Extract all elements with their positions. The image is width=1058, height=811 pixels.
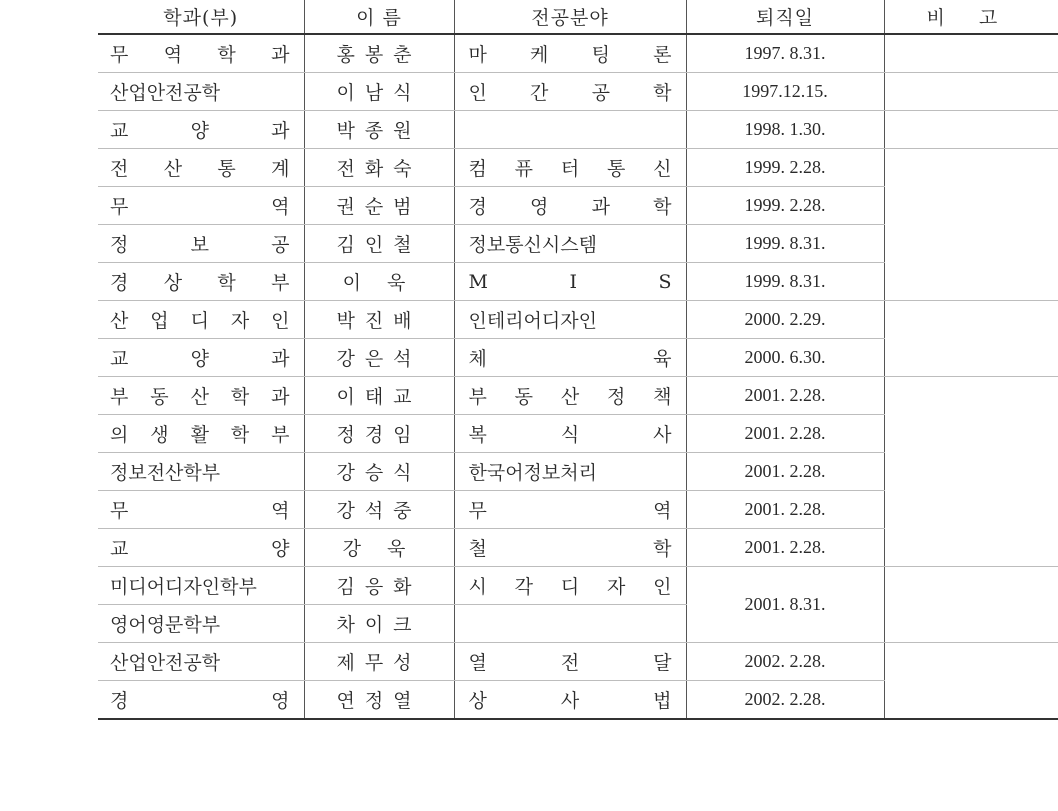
table-row: [98, 377, 1058, 415]
cell-note: [884, 111, 1058, 149]
cell-department: 무 역: [98, 491, 304, 529]
header-note: 비 고: [884, 0, 1058, 34]
table-row: [98, 415, 1058, 453]
cell-department: 영어영문학부: [98, 605, 304, 643]
cell-department: 의 생 활 학 부: [98, 415, 304, 453]
table-row: [98, 34, 1058, 73]
cell-note: [884, 263, 1058, 301]
table-row: [98, 605, 1058, 643]
cell-department: 전 산 통 계: [98, 149, 304, 187]
cell-name: 이 욱: [304, 263, 454, 301]
cell-name: 박진배: [304, 301, 454, 339]
cell-retire-date: 1999. 2.28.: [686, 149, 884, 187]
cell-department: 산업안전공학: [98, 73, 304, 111]
cell-note: [884, 73, 1058, 111]
cell-field: 복 식 사: [454, 415, 686, 453]
cell-name: 이남식: [304, 73, 454, 111]
cell-department: 교 양 과: [98, 339, 304, 377]
cell-retire-date: 2001. 8.31.: [686, 567, 884, 643]
cell-name: 차이크: [304, 605, 454, 643]
cell-field: 체 육: [454, 339, 686, 377]
cell-name: 연정열: [304, 681, 454, 720]
cell-name: 정경임: [304, 415, 454, 453]
table-row: [98, 111, 1058, 149]
cell-retire-date: 1998. 1.30.: [686, 111, 884, 149]
cell-retire-date: 2001. 2.28.: [686, 491, 884, 529]
faculty-retirement-table: [98, 0, 1058, 720]
cell-retire-date: 2001. 2.28.: [686, 453, 884, 491]
cell-retire-date: 2002. 2.28.: [686, 643, 884, 681]
cell-note: [884, 225, 1058, 263]
cell-note: [884, 339, 1058, 377]
cell-field: 무 역: [454, 491, 686, 529]
cell-field: 컴 퓨 터 통 신: [454, 149, 686, 187]
cell-note: [884, 149, 1058, 187]
cell-name: 김응화: [304, 567, 454, 605]
cell-department: 교 양 과: [98, 111, 304, 149]
cell-department: 미디어디자인학부: [98, 567, 304, 605]
cell-department: 산업안전공학: [98, 643, 304, 681]
header-name: 이 름: [304, 0, 454, 34]
cell-department: 무 역: [98, 187, 304, 225]
table-header-row: [98, 0, 1058, 34]
cell-department: 정 보 공: [98, 225, 304, 263]
table-row: [98, 529, 1058, 567]
cell-department: 산 업 디 자 인: [98, 301, 304, 339]
table-row: [98, 339, 1058, 377]
cell-field: M I S: [454, 263, 686, 301]
cell-note: [884, 415, 1058, 453]
table-row: [98, 301, 1058, 339]
cell-note: [884, 491, 1058, 529]
cell-department: 무 역 학 과: [98, 34, 304, 73]
table-row: [98, 643, 1058, 681]
cell-note: [884, 301, 1058, 339]
cell-note: [884, 681, 1058, 720]
table-row: [98, 681, 1058, 720]
table-row: [98, 263, 1058, 301]
table-row: [98, 491, 1058, 529]
cell-retire-date: 2001. 2.28.: [686, 377, 884, 415]
cell-retire-date: 1999. 2.28.: [686, 187, 884, 225]
table-row: [98, 225, 1058, 263]
cell-field: 경 영 과 학: [454, 187, 686, 225]
cell-field: 시 각 디 자 인: [454, 567, 686, 605]
cell-retire-date: 1999. 8.31.: [686, 225, 884, 263]
cell-name: 박종원: [304, 111, 454, 149]
cell-field: 마 케 팅 론: [454, 34, 686, 73]
cell-retire-date: 1997. 8.31.: [686, 34, 884, 73]
cell-department: 정보전산학부: [98, 453, 304, 491]
cell-note: [884, 453, 1058, 491]
cell-retire-date: 2000. 6.30.: [686, 339, 884, 377]
cell-retire-date: 2002. 2.28.: [686, 681, 884, 720]
table-row: [98, 187, 1058, 225]
cell-name: 김인철: [304, 225, 454, 263]
cell-field: 한국어정보처리: [454, 453, 686, 491]
cell-name: 권순범: [304, 187, 454, 225]
cell-retire-date: 2001. 2.28.: [686, 415, 884, 453]
cell-name: 강은석: [304, 339, 454, 377]
cell-retire-date: 1997.12.15.: [686, 73, 884, 111]
table-row: [98, 73, 1058, 111]
cell-field: 철 학: [454, 529, 686, 567]
header-department: 학과(부): [98, 0, 304, 34]
cell-field: [454, 111, 686, 149]
cell-field: [454, 605, 686, 643]
cell-retire-date: 2000. 2.29.: [686, 301, 884, 339]
header-retire-date: 퇴직일: [686, 0, 884, 34]
cell-name: 강 욱: [304, 529, 454, 567]
cell-note: [884, 34, 1058, 73]
cell-name: 전화숙: [304, 149, 454, 187]
cell-name: 홍봉춘: [304, 34, 454, 73]
cell-note: [884, 187, 1058, 225]
cell-name: 이태교: [304, 377, 454, 415]
cell-department: 경 영: [98, 681, 304, 720]
table-row: [98, 453, 1058, 491]
cell-note: [884, 567, 1058, 605]
cell-field: 인 간 공 학: [454, 73, 686, 111]
cell-note: [884, 605, 1058, 643]
cell-name: 강승식: [304, 453, 454, 491]
cell-field: 열 전 달: [454, 643, 686, 681]
cell-field: 인테리어디자인: [454, 301, 686, 339]
table-row: [98, 149, 1058, 187]
cell-department: 교 양: [98, 529, 304, 567]
cell-field: 부 동 산 정 책: [454, 377, 686, 415]
cell-note: [884, 529, 1058, 567]
header-field: 전공분야: [454, 0, 686, 34]
cell-department: 경 상 학 부: [98, 263, 304, 301]
cell-retire-date: 2001. 2.28.: [686, 529, 884, 567]
cell-field: 상 사 법: [454, 681, 686, 720]
cell-note: [884, 643, 1058, 681]
cell-retire-date: 1999. 8.31.: [686, 263, 884, 301]
cell-field: 정보통신시스템: [454, 225, 686, 263]
cell-department: 부 동 산 학 과: [98, 377, 304, 415]
cell-note: [884, 377, 1058, 415]
cell-name: 제무성: [304, 643, 454, 681]
table-row: [98, 567, 1058, 605]
cell-name: 강석중: [304, 491, 454, 529]
